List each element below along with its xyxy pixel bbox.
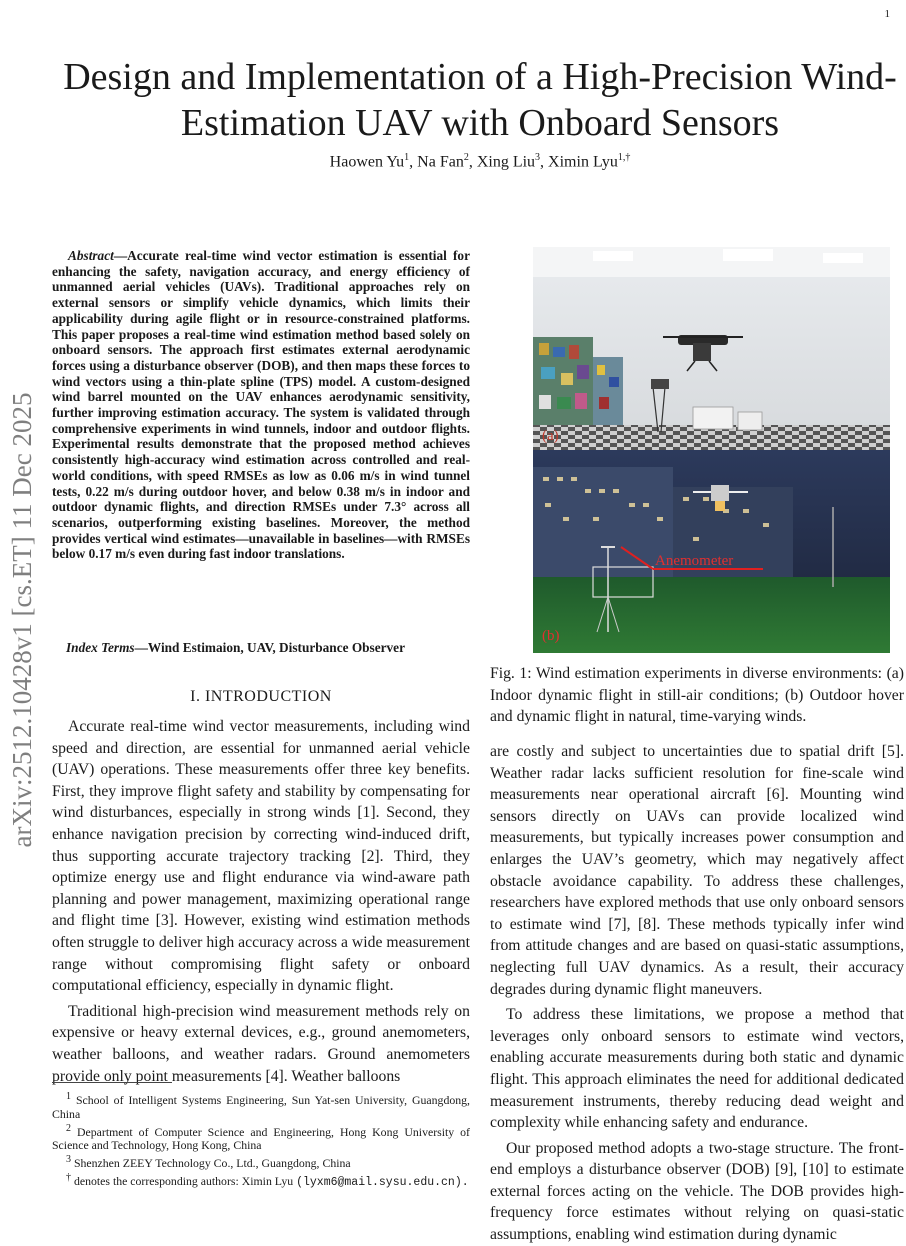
footnote-mark: 1	[66, 1091, 71, 1102]
figure-1-caption: Fig. 1: Wind estimation experiments in diverse environments: (a) Indoor dynamic flight in still-air conditions; (b) Outdoor hover and dynamic flight in natural, time-varying winds.	[490, 665, 904, 726]
footnote-mark: 2	[66, 1122, 71, 1134]
footnote-mark: 3	[66, 1154, 71, 1166]
arxiv-stamp: arXiv:2512.10428v1 [cs.ET] 11 Dec 2025	[7, 392, 37, 848]
footnote	[52, 1153, 470, 1171]
abstract-label: Abstract	[68, 248, 114, 263]
paper-title: Design and Implementation of a High-Precision Wind-Estimation UAV with Onboard Sensors	[63, 56, 897, 144]
abstract-text: —Accurate real-time wind vector estimation is essential for enhancing the safety, navigation accuracy, and energy efficiency of unmanned aerial vehicles (UAVs). Traditional approaches rely on external sensors or simplify vehicle dynamics, which limits their applicability during agile flight or in resource-constrained platforms. This paper proposes a real-time wind estimation method based solely on onboard sensors. The approach first estimates external aerodynamic forces using a disturbance observer (DOB), and then maps these forces to wind vectors using a thin-plate spline (TPS) model. A custom-designed wind barrel mounted on the UAV enhances aerodynamic sensitivity, further improving estimation accuracy. The system is validated through comprehensive experiments in wind tunnels, indoor and outdoor flights. Experimental results demonstrate that the proposed method achieves consistently high-accuracy wind estimation across controlled and real-world conditions, with speed RMSEs as low as 0.06 m/s in wind tunnel tests, 0.22 m/s during outdoor hover, and below 0.38 m/s in indoor and outdoor dynamic flights, and direction RMSEs under 7.3° across all scenarios, outperforming existing baselines. Moreover, the method provides vertical wind estimates—unavailable in baselines—with RMSEs below 0.17 m/s even during fast indoor translations.	[52, 248, 470, 562]
page-number: 1	[884, 8, 890, 20]
author-name: Haowen Yu	[329, 153, 405, 171]
footnote-email: (lyxm6@mail.sysu.edu.cn).	[296, 1175, 469, 1189]
paragraph: are costly and subject to uncertainties due to spatial drift [5]. Weather radar lacks sufficient resolution for fine-scale wind measurements near operational aircraft [6]. Mounting wind sensors directly on UAVs can provide localized wind measurements, but typically increases power consumption and enlarges the UAV’s geometry, which may negatively affect obstacle avoidance capability. To address these challenges, researchers have explored methods that use only onboard sensors to estimate wind [7], [8]. These methods typically infer wind from attitude changes and are based on quasi-static assumptions, neglecting full UAV dynamics. As a result, their accuracy degrades during dynamic flight maneuvers.	[490, 743, 904, 998]
author-list: Haowen Yu$^1$, Na Fan$^2$, Xing Liu$^3$, Ximin Lyu$^{1,\dagger}$	[329, 152, 631, 171]
author-name: Xing Liu	[476, 153, 536, 171]
right-column-body	[490, 741, 904, 1246]
figure-1-photos	[533, 247, 890, 653]
anemometer-label: Anemometer	[655, 553, 734, 569]
author-name: Na Fan	[417, 153, 464, 171]
index-terms-text: —Wind Estimaion, UAV, Disturbance Observer	[134, 640, 405, 655]
footnote	[52, 1090, 470, 1122]
author-affiliation: 1,†	[617, 152, 631, 163]
footnote-text: Department of Computer Science and Engineering, Hong Kong University of Science and Technology, Hong Kong, China	[52, 1124, 470, 1153]
footnotes	[52, 1090, 470, 1189]
panel-b-outdoor-photo	[533, 450, 890, 653]
abstract	[52, 248, 470, 562]
author-affiliation: 3	[535, 152, 541, 163]
panel-b-label: (b)	[542, 628, 560, 644]
paragraph: Accurate real-time wind vector measurements, including wind speed and direction, are essential for unmanned aerial vehicle (UAV) operations. These measurements offer three key benefits. First, they improve flight safety and stability by compensating for wind disturbances, especially in strong winds [1]. Second, they enhance navigation precision by correcting wind-induced drift, thus supporting accurate trajectory tracking [2]. Third, they optimize energy use and flight endurance via wind-aware path planning and power management, maximizing operational range and flight time [3]. However, existing wind estimation methods often struggle to deliver high accuracy across a wide measurement range without compromising flight safety or onboard computational efficiency, especially in dynamic flight.	[52, 718, 470, 995]
footnote-separator	[52, 1082, 172, 1083]
paragraph: Traditional high-precision wind measurement methods rely on expensive or heavy external devices, e.g., ground anemometers, weather balloons, and weather radars. Ground anemometers provide only point measurements [4]. Weather balloons	[52, 1002, 470, 1085]
panel-a-label: (a)	[542, 428, 559, 444]
section-heading: I. INTRODUCTION	[190, 688, 332, 705]
footnote-text: denotes the corresponding authors: Ximin Lyu	[73, 1173, 294, 1188]
index-terms-label: Index Terms	[66, 640, 135, 655]
author-affiliation: 2	[463, 152, 469, 163]
author-affiliation: 1	[404, 152, 410, 163]
footnote	[52, 1122, 470, 1154]
footnote-text: School of Intelligent Systems Engineering, Sun Yat-sen University, Guangdong, China	[52, 1092, 470, 1121]
paragraph: Our proposed method adopts a two-stage structure. The front-end employs a disturbance observer (DOB) [9], [10] to estimate external forces acting on the vehicle. The DOB provides high-frequency force estimates without relying on quasi-static assumptions, enabling wind estimation during dynamic	[490, 1139, 904, 1244]
left-column-body	[52, 716, 470, 1087]
footnote-text: Shenzhen ZEEY Technology Co., Ltd., Guangdong, China	[73, 1155, 351, 1170]
panel-a-indoor-photo	[533, 247, 890, 450]
footnote-mark: †	[66, 1171, 71, 1183]
footnote	[52, 1171, 470, 1190]
index-terms	[52, 640, 484, 656]
author-name: Ximin Lyu	[548, 153, 618, 171]
paragraph: To address these limitations, we propose a method that leverages only onboard sensors to estimate wind vectors, enabling accurate measurements during both static and dynamic flight. This approach eliminates the need for additional dedicated measurement instruments, thereby reducing dead weight and complexity while enhancing safety and endurance.	[490, 1006, 904, 1132]
